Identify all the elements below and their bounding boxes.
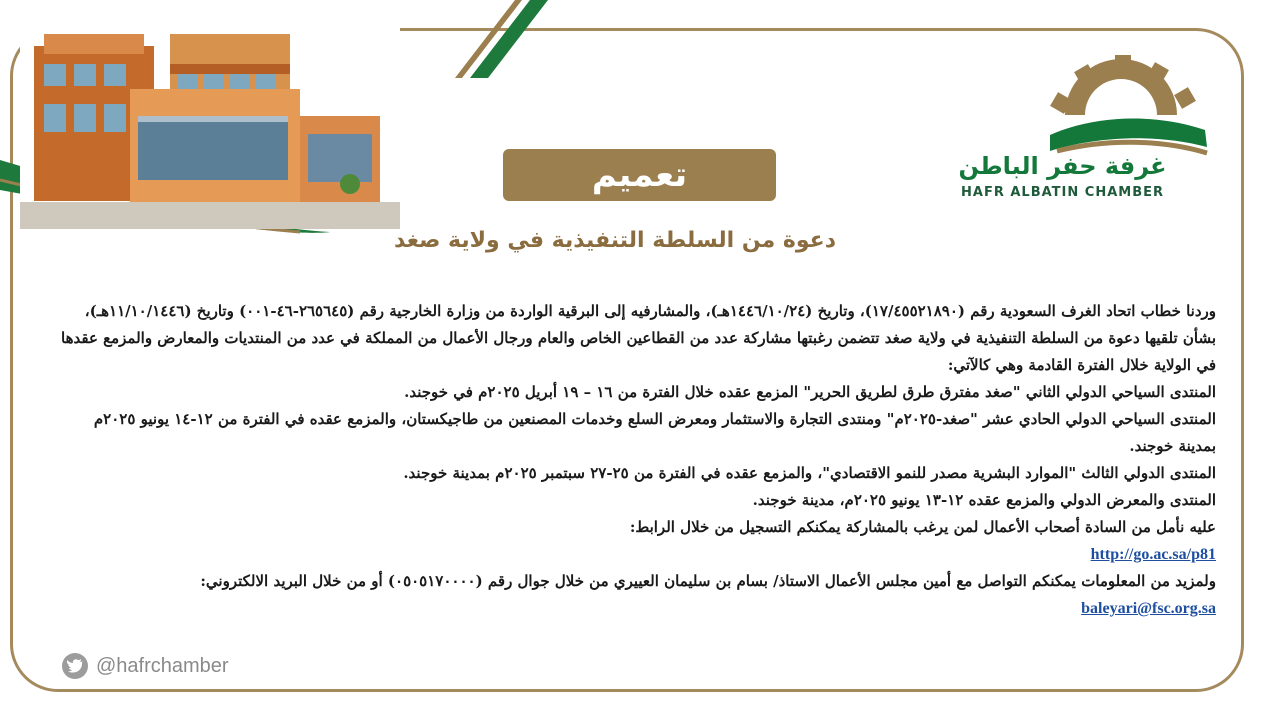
social-handle-block[interactable] (62, 652, 229, 680)
body-paragraph-contact: ولمزيد من المعلومات يمكنكم التواصل مع أمين مجلس الأعمال الاستاذ/ بسام بن سليمان العييري من خلال جوال رقم (٠٥٠٥١٧٠٠٠٠) أو من خلال البريد الالكتروني: (200, 572, 1216, 590)
logo-arabic-name: غرفة حفر الباطن (958, 152, 1167, 180)
registration-link[interactable]: http://go.ac.sa/p81 (1090, 546, 1216, 563)
circular-subject: دعوة من السلطة التنفيذية في ولاية صغد (393, 228, 836, 253)
body-paragraph-event-4: المنتدى والمعرض الدولي والمزمع عقده ١٢-١٣ يونيو ٢٠٢٥م، مدينة خوجند. (752, 491, 1216, 509)
circular-title-banner: تعميم (503, 149, 776, 201)
logo-english-name: HAFR ALBATIN CHAMBER (961, 185, 1164, 200)
body-paragraph-event-3: المنتدى الدولي الثالث "الموارد البشرية مصدر للنمو الاقتصادي"، والمزمع عقده في الفترة من ٢٥-٢٧ سبتمبر ٢٠٢٥م بمدينة خوجند. (403, 464, 1216, 482)
twitter-icon (62, 653, 88, 679)
body-paragraph-intro: وردنا خطاب اتحاد الغرف السعودية رقم (١٧/٤٥٥٢١٨٩٠)، وتاريخ (١٤٤٦/١٠/٢٤هـ)، والمشارفيه إلى البرقية الواردة من وزارة الخارجية رقم (٢٦٥٦٤٥-٤٦-٠٠١) وتاريخ (١١/١٠/١٤٤٦هـ)، بشأن تلقيها دعوة من السلطة التنفيذية في ولاية صغد تتضمن رغبتها مشاركة عدد من القطاعين الخاص والعام ورجال الأعمال من المملكة في عدد من المنتديات والمعارض والمزمع عقدها في الولاية خلال الفترة القادمة وهي كالآتي: (61, 302, 1216, 374)
email-link[interactable]: baleyari@fsc.org.sa (1081, 600, 1216, 617)
body-paragraph-registration: عليه نأمل من السادة أصحاب الأعمال لمن يرغب بالمشاركة يمكنكم التسجيل من خلال الرابط: (629, 518, 1216, 536)
body-paragraph-event-2: المنتدى السياحي الدولي الحادي عشر "صغد-٢٠٢٥م" ومنتدى التجارة والاستثمار ومعرض السلع وخدمات المصنعين من طاجيكستان، والمزمع عقده في الفترة من ١٢-١٤ يونيو ٢٠٢٥م بمدينة خوجند. (93, 410, 1216, 455)
social-handle: @hafrchamber (96, 654, 229, 677)
body-paragraph-event-1: المنتدى السياحي الدولي الثاني "صغد مفترق طرق لطريق الحرير" المزمع عقده خلال الفترة من ١٦ – ١٩ أبريل ٢٠٢٥م في خوجند. (404, 383, 1216, 401)
chamber-building-image (20, 24, 400, 229)
circular-body (58, 298, 1216, 622)
